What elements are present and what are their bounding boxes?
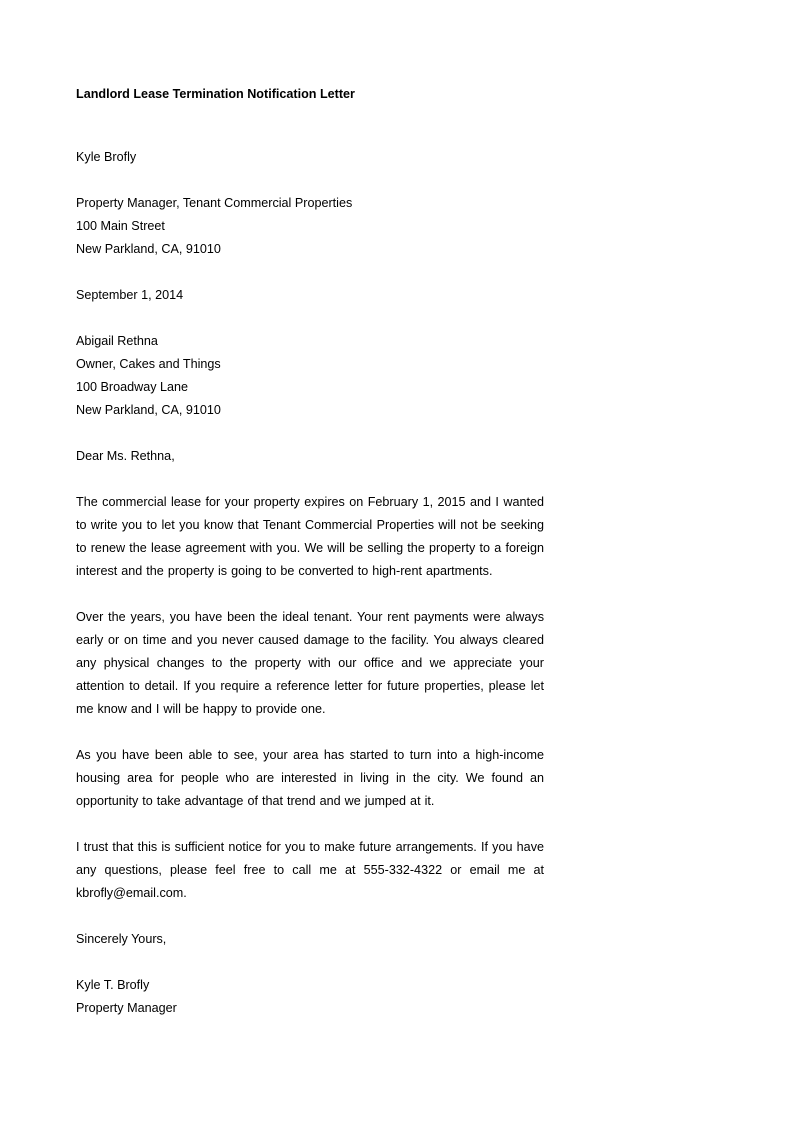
spacer bbox=[76, 261, 544, 284]
spacer bbox=[76, 813, 544, 836]
body-paragraph: As you have been able to see, your area has started to turn into a high-income housing area for people who are interested in living in the city. We found an opportunity to take advantage of that trend and we jumped at it. bbox=[76, 748, 544, 808]
recipient-address-line: New Parkland, CA, 91010 bbox=[76, 403, 221, 417]
recipient-address bbox=[76, 330, 544, 422]
spacer bbox=[76, 583, 544, 606]
body-paragraph: I trust that this is sufficient notice for you to make future arrangements. If you have any questions, please feel free to call me at 555-332-4322 or email me at kbrofly@email.com. bbox=[76, 840, 544, 900]
signature-name: Kyle T. Brofly bbox=[76, 978, 150, 992]
spacer bbox=[76, 307, 544, 330]
sender-address-line: Property Manager, Tenant Commercial Properties bbox=[76, 196, 353, 210]
spacer bbox=[76, 106, 544, 146]
spacer bbox=[76, 905, 544, 928]
sender-address-line: New Parkland, CA, 91010 bbox=[76, 242, 221, 256]
sender-name: Kyle Brofly bbox=[76, 150, 137, 164]
letter-body bbox=[76, 83, 544, 1020]
spacer bbox=[76, 169, 544, 192]
spacer bbox=[76, 951, 544, 974]
salutation: Dear Ms. Rethna, bbox=[76, 449, 175, 463]
letter-title: Landlord Lease Termination Notification Letter bbox=[76, 87, 355, 101]
spacer bbox=[76, 468, 544, 491]
sender-address-line: 100 Main Street bbox=[76, 219, 165, 233]
letter-date: September 1, 2014 bbox=[76, 288, 184, 302]
spacer bbox=[76, 422, 544, 445]
body-paragraph: The commercial lease for your property expires on February 1, 2015 and I wanted to write you to let you know that Tenant Commercial Properties will not be seeking to renew the lease agreement with you. We will be selling the property to a foreign interest and the property is going to be converted to high-rent apartments. bbox=[76, 495, 544, 578]
spacer bbox=[76, 721, 544, 744]
sender-address bbox=[76, 192, 544, 261]
recipient-address-line: Abigail Rethna bbox=[76, 334, 158, 348]
recipient-address-line: Owner, Cakes and Things bbox=[76, 357, 221, 371]
body-paragraph: Over the years, you have been the ideal tenant. Your rent payments were always early or on time and you never caused damage to the facility. You always cleared any physical changes to the property with our office and we appreciate your attention to detail. If you require a reference letter for future properties, please let me know and I will be happy to provide one. bbox=[76, 610, 544, 716]
signature-title: Property Manager bbox=[76, 1001, 177, 1015]
recipient-address-line: 100 Broadway Lane bbox=[76, 380, 189, 394]
closing: Sincerely Yours, bbox=[76, 932, 167, 946]
